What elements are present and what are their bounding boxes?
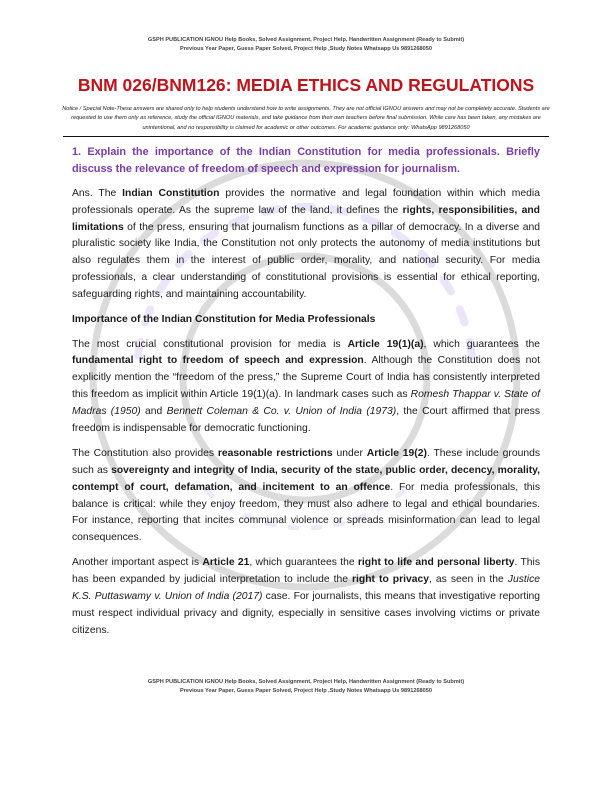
text-run: Ans. The — [72, 187, 123, 199]
answer-paragraph-1 — [72, 186, 540, 304]
header-line-1: GSPH PUBLICATION IGNOU Help Books, Solved Assignment, Project Help, Handwritten Assignment (Ready to Submit) — [147, 37, 465, 43]
bold-run: fundamental right to freedom of speech and expression — [72, 355, 364, 367]
text-run: and — [140, 406, 167, 418]
question-heading: 1. Explain the importance of the Indian Constitution for media professionals. Briefly discuss the relevance of freedom of speech and expression for journalism. — [72, 145, 540, 176]
bold-run: right to privacy — [352, 573, 430, 585]
bold-run: Indian Constitution — [122, 187, 220, 199]
footer-line-1: GSPH PUBLICATION IGNOU Help Books, Solved Assignment, Project Help, Handwritten Assignment (Ready to Submit) — [147, 678, 465, 685]
bold-run: rights, responsibilities, and limitations — [72, 204, 540, 233]
text-run: of the press, ensuring that journalism functions as a pillar of democracy. In a diverse and pluralistic society like India, the Constitution not only protects the autonomy of media institutions but also regulates them in the interest of public order, morality, and national security. For media professionals, a clear understanding of constitutional provisions is essential for ethical reporting, safeguarding rights, and maintaining accountability. — [72, 221, 540, 301]
page-header — [0, 36, 612, 54]
bold-run: sovereignty and integrity of India, security of the state, public order, decency, morality, contempt of court, defamation, and incitement to an offence — [72, 464, 540, 493]
text-run: Another important aspect is — [72, 557, 203, 569]
text-run: case. For journalists, this means that investigative reporting must respect individual privacy and dignity, especially in sensitive cases involving victims or private citizens. — [72, 590, 541, 636]
page-flow — [0, 36, 612, 696]
text-run: , which guarantees the — [249, 557, 358, 569]
bold-run: reasonable restrictions — [217, 447, 333, 459]
italic-run: Justice K.S. Puttaswamy v. Union of India (2017) — [72, 573, 540, 602]
text-run: . This has been expanded by judicial interpretation to include the — [72, 557, 540, 585]
answer-paragraph-4 — [72, 555, 540, 640]
header-line-2: Previous Year Paper, Guess Paper Solved, Project Help ,Study Notes Whatsapp Us 9891268050 — [179, 46, 433, 52]
text-run: , which guarantees the — [423, 338, 540, 350]
text-run: . These include grounds such as — [72, 447, 541, 476]
text-run: , as seen in the — [429, 573, 508, 585]
bold-run: Article 19(2) — [366, 447, 427, 459]
text-run: The Constitution also provides — [72, 447, 218, 459]
answer-paragraph-2 — [72, 337, 540, 438]
text-run: provides the normative and legal foundation within which media professionals operate. As the supreme law of the land, it defines the — [72, 187, 540, 216]
text-run: under — [332, 447, 367, 459]
section-heading: Importance of the Indian Constitution for Media Professionals — [72, 313, 376, 325]
document-title: BNM 026/BNM126: MEDIA ETHICS AND REGULATIONS — [77, 75, 535, 95]
text-run: , the Court affirmed that press freedom is indispensable for democratic functioning. — [72, 406, 541, 435]
footer-line-2: Previous Year Paper, Guess Paper Solved, Project Help ,Study Notes Whatsapp Us 9891268050 — [179, 687, 433, 694]
notice-text: Notice / Special Note-These answers are shared only to help students understand how to write assignments. They are not official IGNOU answers and may not be completely accurate. Students are requested to use them only as reference, study the official IGNOU materials, and take guidance from their own teachers before final submission. While care has been taken, any mistakes are unintentional, and no responsibility is claimed for academic or other outcomes. For academic guidance only: WhatsApp 9891268050 — [62, 106, 550, 131]
answer-paragraph-3 — [72, 446, 540, 547]
bold-run: Article 19(1)(a) — [347, 338, 424, 350]
text-run: . Although the Constitution does not explicitly mention the “freedom of the press,” the Supreme Court of India has consistently interpreted this freedom as implicit within Article 19(1)(a). In landmark cases such as — [72, 355, 540, 401]
bold-run: Article 21 — [202, 557, 250, 569]
text-run: . For media professionals, this balance is critical: while they enjoy freedom, they must also adhere to legal and ethical boundaries. For instance, reporting that incites communal violence or spreads misinformation can lead to legal consequences. — [72, 481, 540, 544]
page-footer — [0, 678, 612, 696]
italic-run: Romesh Thappar v. State of Madras (1950) — [72, 389, 540, 418]
separator-line — [63, 136, 549, 137]
text-run: The most crucial constitutional provision for media is — [72, 338, 348, 350]
document-body — [72, 144, 540, 640]
bold-run: right to life and personal liberty — [357, 557, 515, 569]
italic-run: Bennett Coleman & Co. v. Union of India (1973) — [166, 406, 397, 418]
